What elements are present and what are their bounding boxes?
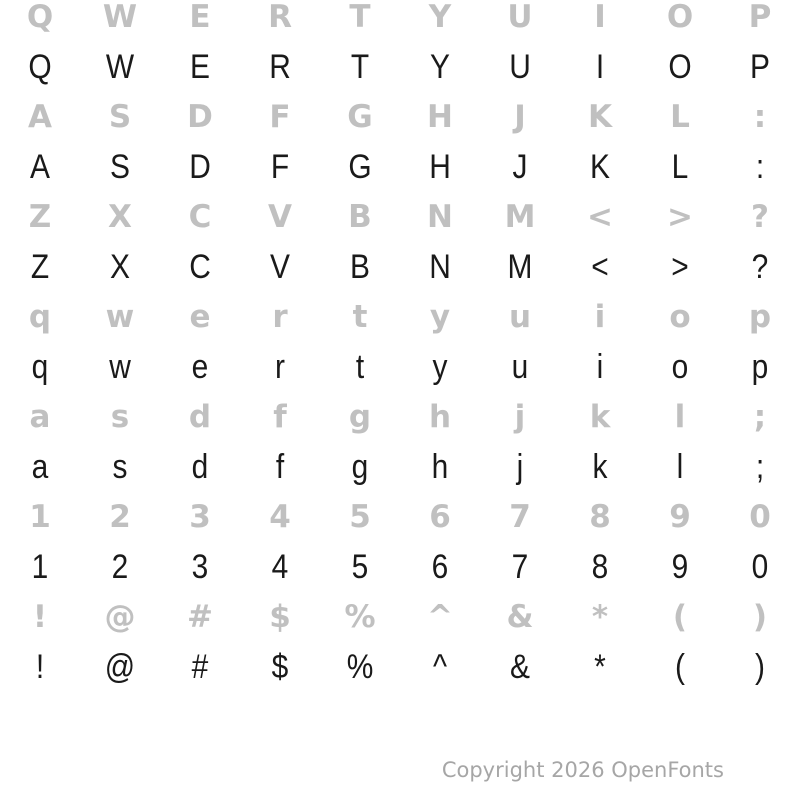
glyph-sample: t xyxy=(355,348,365,386)
glyph-sample: ^ xyxy=(432,648,448,686)
digits-row-sample xyxy=(0,538,800,596)
glyph-reference: p xyxy=(748,298,772,335)
glyph-reference: 3 xyxy=(189,498,211,535)
glyph-sample: 1 xyxy=(31,548,49,586)
glyph-reference: y xyxy=(429,298,451,335)
glyph-reference: 7 xyxy=(509,498,531,535)
glyph-sample: % xyxy=(346,648,374,686)
glyph-sample: r xyxy=(275,348,285,386)
glyph-sample: l xyxy=(676,448,684,486)
glyph-reference: 2 xyxy=(109,498,131,535)
glyph-reference: u xyxy=(508,298,532,335)
lowercase-home-row-sample xyxy=(0,438,800,496)
lowercase-home-row-reference xyxy=(0,396,800,438)
glyph-reference: $ xyxy=(269,598,291,635)
glyph-reference: # xyxy=(187,598,213,635)
glyph-reference: R xyxy=(268,0,292,35)
glyph-sample: d xyxy=(191,448,209,486)
glyph-reference: * xyxy=(591,598,609,635)
glyph-sample: Y xyxy=(430,48,450,86)
glyph-reference: k xyxy=(589,398,611,435)
glyph-reference: j xyxy=(514,398,526,435)
glyph-reference: F xyxy=(269,98,291,135)
glyph-sample: ) xyxy=(755,648,765,686)
glyph-sample: X xyxy=(110,248,130,286)
specimen-pair-digits-row xyxy=(0,496,800,596)
glyph-reference: Z xyxy=(28,198,52,235)
glyph-sample: U xyxy=(509,48,531,86)
glyph-sample: < xyxy=(591,248,609,286)
glyph-sample: $ xyxy=(271,648,289,686)
glyph-reference: : xyxy=(753,98,767,135)
glyph-reference: t xyxy=(352,298,368,335)
glyph-sample: 5 xyxy=(351,548,369,586)
glyph-reference: i xyxy=(594,298,606,335)
glyph-sample: I xyxy=(595,48,605,86)
glyph-sample: 3 xyxy=(191,548,209,586)
glyph-reference: q xyxy=(28,298,52,335)
glyph-reference: l xyxy=(674,398,686,435)
glyph-sample: @ xyxy=(104,648,136,686)
glyph-sample: 9 xyxy=(671,548,689,586)
glyph-reference: 6 xyxy=(429,498,451,535)
glyph-sample: 6 xyxy=(431,548,449,586)
specimen-pair-symbols-row xyxy=(0,596,800,696)
glyph-reference: w xyxy=(105,298,135,335)
lowercase-top-row-reference xyxy=(0,296,800,338)
glyph-reference: & xyxy=(506,598,534,635)
glyph-reference: X xyxy=(108,198,132,235)
glyph-sample: u xyxy=(511,348,529,386)
glyph-reference: > xyxy=(667,198,693,235)
glyph-sample: B xyxy=(350,248,370,286)
glyph-reference: 4 xyxy=(269,498,291,535)
uppercase-top-row-sample xyxy=(0,38,800,96)
glyph-sample: O xyxy=(668,48,692,86)
glyph-sample: 8 xyxy=(591,548,609,586)
glyph-reference: N xyxy=(427,198,453,235)
specimen-pair-uppercase-home-row xyxy=(0,96,800,196)
glyph-sample: s xyxy=(112,448,128,486)
glyph-sample: H xyxy=(429,148,451,186)
glyph-reference: T xyxy=(349,0,371,35)
glyph-sample: N xyxy=(429,248,451,286)
glyph-reference: O xyxy=(666,0,694,35)
glyph-reference: ( xyxy=(672,598,688,635)
lowercase-top-row-sample xyxy=(0,338,800,396)
glyph-sample: P xyxy=(750,48,770,86)
glyph-sample: ( xyxy=(675,648,685,686)
glyph-sample: E xyxy=(190,48,210,86)
glyph-sample: A xyxy=(30,148,50,186)
glyph-reference: D xyxy=(187,98,213,135)
glyph-reference: g xyxy=(348,398,372,435)
glyph-sample: T xyxy=(350,48,370,86)
glyph-reference: d xyxy=(188,398,212,435)
glyph-sample: > xyxy=(671,248,689,286)
glyph-reference: ) xyxy=(752,598,768,635)
uppercase-bottom-row-reference xyxy=(0,196,800,238)
glyph-sample: : xyxy=(755,148,765,186)
glyph-sample: # xyxy=(191,648,209,686)
glyph-reference: J xyxy=(514,98,526,135)
uppercase-bottom-row-sample xyxy=(0,238,800,296)
glyph-sample: L xyxy=(671,148,689,186)
glyph-reference: % xyxy=(344,598,376,635)
glyph-sample: 0 xyxy=(751,548,769,586)
glyph-sample: k xyxy=(592,448,608,486)
glyph-sample: C xyxy=(189,248,211,286)
glyph-reference: s xyxy=(110,398,130,435)
glyph-sample: W xyxy=(105,48,135,86)
glyph-sample: ? xyxy=(751,248,769,286)
glyph-sample: M xyxy=(507,248,533,286)
glyph-sample: & xyxy=(510,648,530,686)
glyph-sample: j xyxy=(516,448,524,486)
glyph-reference: Y xyxy=(428,0,452,35)
glyph-sample: Q xyxy=(28,48,52,86)
glyph-reference: C xyxy=(188,198,212,235)
glyph-sample: ; xyxy=(755,448,765,486)
glyph-sample: q xyxy=(31,348,49,386)
copyright-text: Copyright 2026 OpenFonts xyxy=(441,758,724,782)
specimen-pair-uppercase-bottom-row xyxy=(0,196,800,296)
glyph-reference: V xyxy=(268,198,292,235)
glyph-reference: U xyxy=(507,0,533,35)
digits-row-reference xyxy=(0,496,800,538)
glyph-sample: h xyxy=(431,448,449,486)
glyph-reference: Q xyxy=(26,0,54,35)
glyph-reference: 1 xyxy=(29,498,51,535)
specimen-pair-lowercase-top-row xyxy=(0,296,800,396)
glyph-sample: a xyxy=(31,448,49,486)
symbols-row-sample xyxy=(0,638,800,696)
glyph-sample: w xyxy=(109,348,131,386)
symbols-row-reference xyxy=(0,596,800,638)
glyph-sample: R xyxy=(269,48,291,86)
glyph-sample: i xyxy=(596,348,604,386)
glyph-reference: P xyxy=(748,0,772,35)
glyph-sample: D xyxy=(189,148,211,186)
glyph-reference: H xyxy=(427,98,453,135)
glyph-reference: A xyxy=(28,98,52,135)
glyph-reference: G xyxy=(347,98,373,135)
specimen-pair-lowercase-home-row xyxy=(0,396,800,496)
glyph-sample: f xyxy=(275,448,285,486)
glyph-sample: F xyxy=(270,148,290,186)
glyph-sample: G xyxy=(348,148,372,186)
glyph-sample: Z xyxy=(30,248,50,286)
glyph-reference: M xyxy=(504,198,536,235)
glyph-sample: e xyxy=(191,348,209,386)
glyph-sample: 4 xyxy=(271,548,289,586)
glyph-reference: ; xyxy=(753,398,767,435)
glyph-reference: L xyxy=(670,98,690,135)
glyph-sample: ! xyxy=(35,648,45,686)
glyph-reference: K xyxy=(587,98,613,135)
glyph-reference: < xyxy=(587,198,613,235)
specimen-pair-uppercase-top-row xyxy=(0,0,800,96)
uppercase-home-row-sample xyxy=(0,138,800,196)
glyph-reference: @ xyxy=(104,598,136,635)
glyph-sample: * xyxy=(594,648,606,686)
glyph-reference: 8 xyxy=(589,498,611,535)
glyph-sample: J xyxy=(512,148,528,186)
glyph-sample: o xyxy=(671,348,689,386)
glyph-reference: 0 xyxy=(749,498,771,535)
uppercase-home-row-reference xyxy=(0,96,800,138)
glyph-reference: e xyxy=(189,298,211,335)
glyph-reference: S xyxy=(108,98,132,135)
glyph-reference: r xyxy=(272,298,288,335)
glyph-sample: K xyxy=(590,148,610,186)
glyph-reference: E xyxy=(189,0,211,35)
glyph-reference: a xyxy=(29,398,51,435)
glyph-reference: I xyxy=(594,0,606,35)
glyph-sample: S xyxy=(110,148,130,186)
glyph-reference: ^ xyxy=(427,598,453,635)
glyph-sample: p xyxy=(751,348,769,386)
glyph-reference: f xyxy=(273,398,287,435)
glyph-sample: y xyxy=(432,348,448,386)
glyph-reference: 5 xyxy=(349,498,371,535)
glyph-reference: 9 xyxy=(669,498,691,535)
uppercase-top-row-reference xyxy=(0,0,800,38)
glyph-reference: h xyxy=(428,398,452,435)
glyph-reference: W xyxy=(102,0,138,35)
glyph-reference: ? xyxy=(751,198,769,235)
glyph-reference: o xyxy=(669,298,691,335)
glyph-reference: B xyxy=(348,198,372,235)
glyph-sample: g xyxy=(351,448,369,486)
glyph-sample: 7 xyxy=(511,548,529,586)
glyph-reference: ! xyxy=(32,598,48,635)
glyph-sample: V xyxy=(270,248,290,286)
glyph-sample: 2 xyxy=(111,548,129,586)
